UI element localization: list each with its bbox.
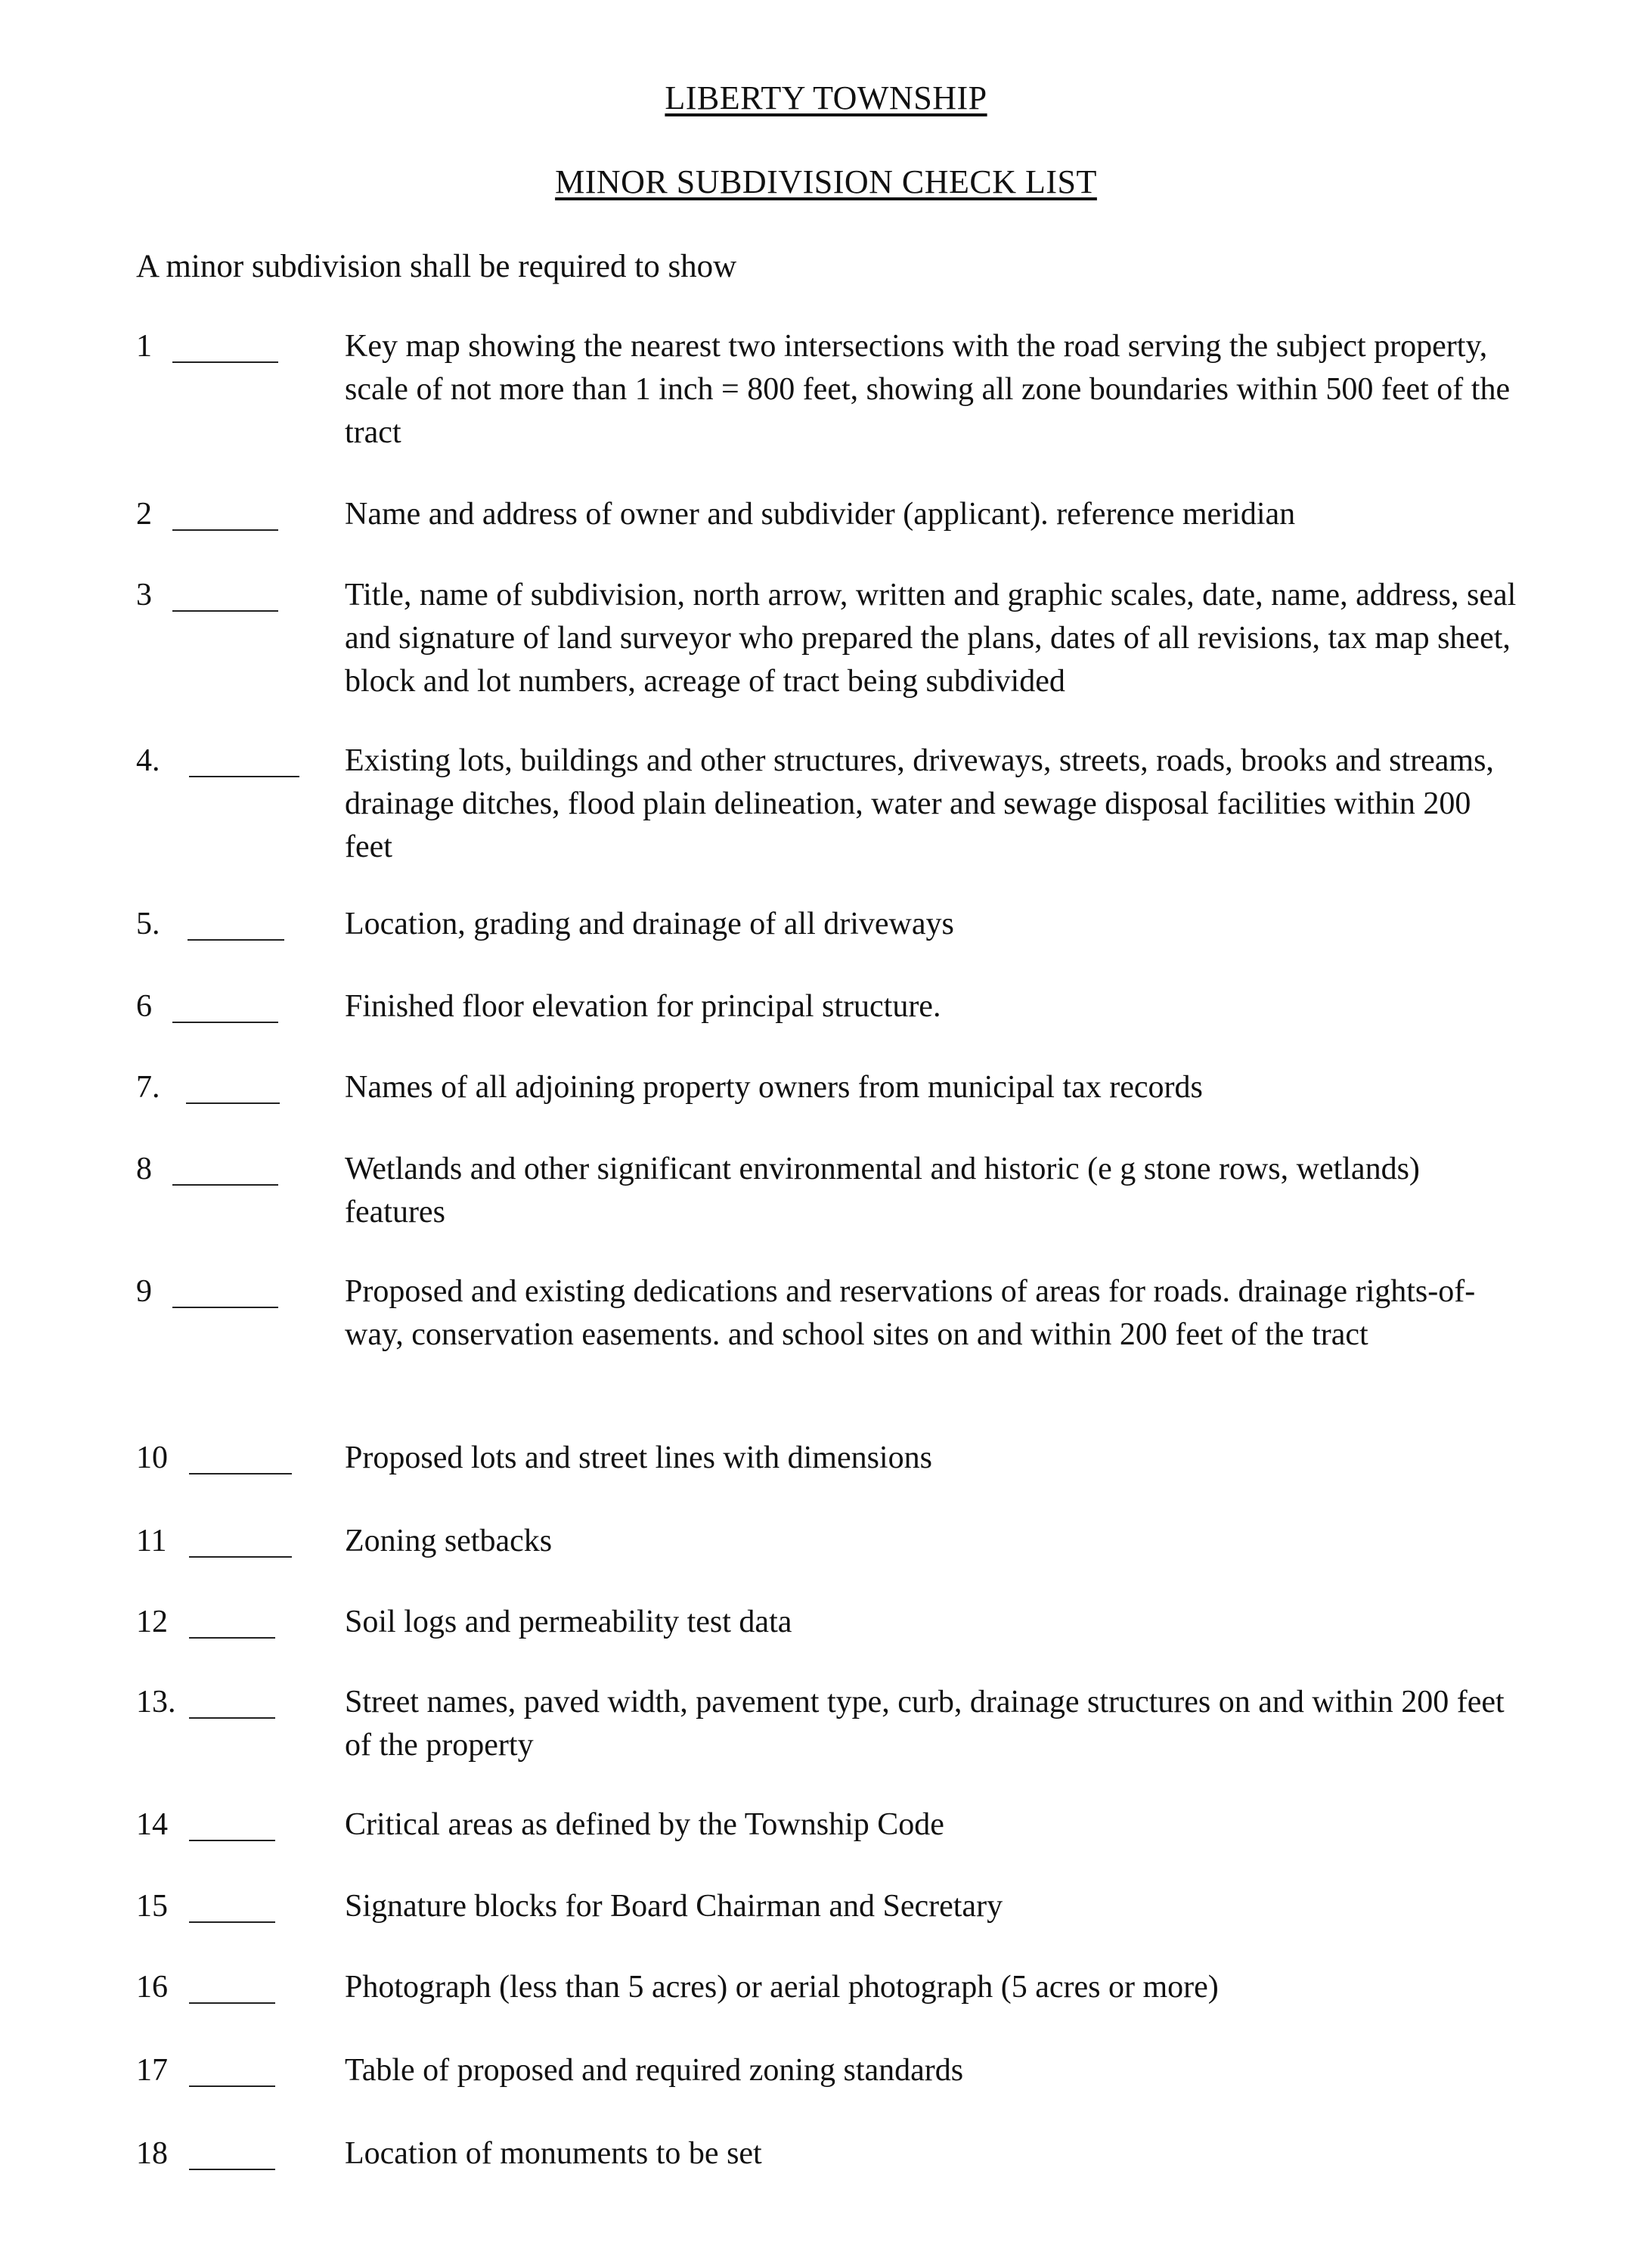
item-number: 13. [136, 1685, 176, 1719]
item-text: Critical areas as defined by the Township Code [345, 1807, 944, 1842]
item-number: 11 [136, 1524, 167, 1558]
item-number: 3 [136, 578, 152, 612]
check-blank [189, 2002, 275, 2004]
item-text: Location, grading and drainage of all driveways [345, 907, 954, 941]
item-text: Name and address of owner and subdivider (applicant). reference meridian [345, 497, 1296, 532]
item-number: 10 [136, 1440, 168, 1475]
item-text: Location of monuments to be set [345, 2136, 762, 2171]
item-text: Soil logs and permeability test data [345, 1605, 792, 1639]
check-blank [189, 1473, 292, 1475]
item-number: 8 [136, 1152, 152, 1186]
item-number: 4. [136, 743, 160, 778]
item-number: 16 [136, 1970, 168, 2005]
item-text: Finished floor elevation for principal structure. [345, 989, 941, 1024]
check-blank [189, 1840, 275, 1841]
item-number: 5. [136, 907, 160, 941]
check-blank [189, 1921, 275, 1923]
item-number: 18 [136, 2136, 168, 2171]
check-blank [172, 361, 278, 363]
item-number: 15 [136, 1889, 168, 1924]
check-blank [186, 1102, 280, 1104]
item-text: Signature blocks for Board Chairman and Secretary [345, 1889, 1003, 1924]
check-blank [189, 1556, 292, 1558]
check-blank [172, 1307, 278, 1308]
item-text: Table of proposed and required zoning standards [345, 2053, 964, 2088]
item-number: 12 [136, 1605, 168, 1639]
item-text: Photograph (less than 5 acres) or aerial photograph (5 acres or more) [345, 1970, 1219, 2005]
item-number: 6 [136, 989, 152, 1024]
document-subtitle: MINOR SUBDIVISION CHECK LIST [555, 163, 1097, 200]
item-text: Proposed and existing dedications and reservations of areas for roads. drainage rights-of-way, conservation easements. and school sites on and within 200 feet of the tract [345, 1274, 1476, 1352]
check-blank [172, 1022, 278, 1023]
item-text: Zoning setbacks [345, 1524, 553, 1558]
item-number: 17 [136, 2053, 168, 2088]
check-blank [189, 776, 299, 777]
item-number: 14 [136, 1807, 168, 1842]
check-blank [172, 610, 278, 612]
check-blank [189, 1637, 275, 1639]
item-text: Title, name of subdivision, north arrow, written and graphic scales, date, name, address, seal and signature of land surveyor who prepared the plans, dates of all revisions, tax map sheet, block and lot numbers, acreage of tract being subdivided [345, 578, 1517, 699]
check-blank [172, 529, 278, 531]
item-text: Names of all adjoining property owners from municipal tax records [345, 1070, 1203, 1105]
item-number: 7. [136, 1070, 160, 1105]
intro-text: A minor subdivision shall be required to show [136, 249, 737, 284]
item-text: Key map showing the nearest two intersections with the road serving the subject property, scale of not more than 1 inch = 800 feet, showing all zone boundaries within 500 feet of the tract [345, 329, 1511, 450]
item-text: Existing lots, buildings and other structures, driveways, streets, roads, brooks and streams, drainage ditches, flood plain delineation, water and sewage disposal facilities within 200 feet [345, 743, 1494, 864]
item-text: Proposed lots and street lines with dimensions [345, 1440, 932, 1475]
item-text: Street names, paved width, pavement type, curb, drainage structures on and within 200 feet of the property [345, 1685, 1505, 1763]
document-title: LIBERTY TOWNSHIP [665, 79, 987, 116]
item-number: 1 [136, 329, 152, 364]
item-text: Wetlands and other significant environmental and historic (e g stone rows, wetlands) features [345, 1152, 1420, 1230]
item-number: 2 [136, 497, 152, 532]
check-blank [188, 939, 284, 941]
item-number: 9 [136, 1274, 152, 1309]
check-blank [189, 2169, 275, 2170]
check-blank [172, 1184, 278, 1186]
check-blank [189, 2085, 275, 2087]
check-blank [189, 1717, 275, 1719]
